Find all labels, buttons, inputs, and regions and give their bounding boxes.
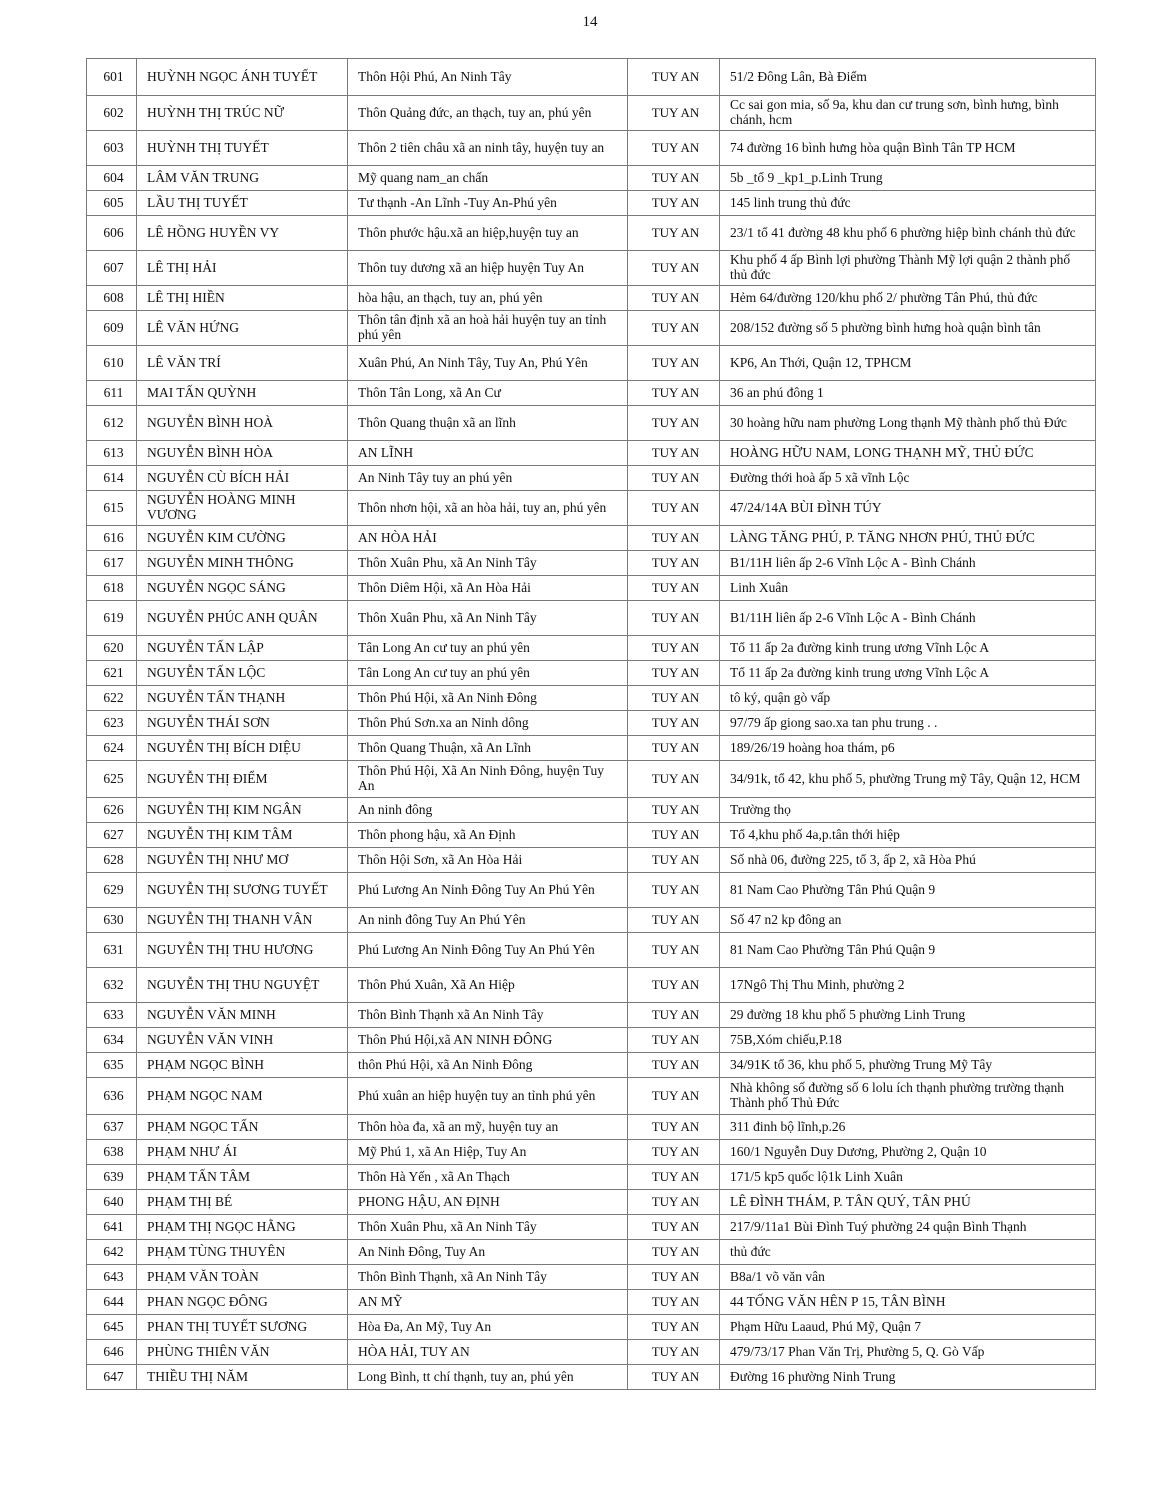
current-address-cell: Đường thới hoà ấp 5 xã vĩnh Lộc [720,466,1096,491]
row-number-cell: 631 [87,933,137,968]
current-address-cell: B1/11H liên ấp 2-6 Vĩnh Lộc A - Bình Chánh [720,551,1096,576]
name-cell: MAI TẤN QUỲNH [137,381,348,406]
name-cell: NGUYỄN BÌNH HÒA [137,441,348,466]
row-number-cell: 643 [87,1265,137,1290]
table-row [87,1215,1096,1240]
home-address-cell: Mỹ quang nam_an chấn [348,166,628,191]
current-address-cell: 47/24/14A BÙI ĐÌNH TÚY [720,491,1096,526]
row-number-cell: 639 [87,1165,137,1190]
table-row [87,686,1096,711]
table-row [87,968,1096,1003]
district-cell: TUY AN [628,1053,720,1078]
name-cell: PHẠM THỊ BÉ [137,1190,348,1215]
name-cell: LÂM VĂN TRUNG [137,166,348,191]
name-cell: NGUYỄN THỊ SƯƠNG TUYẾT [137,873,348,908]
row-number-cell: 606 [87,216,137,251]
district-cell: TUY AN [628,466,720,491]
name-cell: NGUYỄN VĂN MINH [137,1003,348,1028]
district-cell: TUY AN [628,761,720,798]
table-row [87,636,1096,661]
district-cell: TUY AN [628,848,720,873]
home-address-cell: AN MỸ [348,1290,628,1315]
home-address-cell: Phú Lương An Ninh Đông Tuy An Phú Yên [348,933,628,968]
current-address-cell: 208/152 đường số 5 phường bình hưng hoà quận bình tân [720,311,1096,346]
name-cell: HUỲNH THỊ TRÚC NỮ [137,96,348,131]
name-cell: PHẠM TÙNG THUYÊN [137,1240,348,1265]
district-cell: TUY AN [628,1290,720,1315]
district-cell: TUY AN [628,873,720,908]
current-address-cell: Số nhà 06, đường 225, tổ 3, ấp 2, xã Hòa Phú [720,848,1096,873]
current-address-cell: Cc sai gon mia, số 9a, khu dan cư trung sơn, bình hưng, bình chánh, hcm [720,96,1096,131]
table-row [87,59,1096,96]
row-number-cell: 644 [87,1290,137,1315]
home-address-cell: Long Bình, tt chí thạnh, tuy an, phú yên [348,1365,628,1390]
name-cell: NGUYỄN THỊ THANH VÂN [137,908,348,933]
table-row [87,491,1096,526]
row-number-cell: 623 [87,711,137,736]
name-cell: LÊ THỊ HẢI [137,251,348,286]
table-row [87,661,1096,686]
current-address-cell: 23/1 tổ 41 đường 48 khu phố 6 phường hiệp bình chánh thủ đức [720,216,1096,251]
district-cell: TUY AN [628,346,720,381]
name-cell: LÊ VĂN HỨNG [137,311,348,346]
current-address-cell: 171/5 kp5 quốc lộ1k Linh Xuân [720,1165,1096,1190]
current-address-cell: Tổ 4,khu phố 4a,p.tân thới hiệp [720,823,1096,848]
home-address-cell: thôn Phú Hội, xã An Ninh Đông [348,1053,628,1078]
name-cell: THIỀU THỊ NĂM [137,1365,348,1390]
row-number-cell: 614 [87,466,137,491]
table-row [87,576,1096,601]
current-address-cell: LÀNG TĂNG PHÚ, P. TĂNG NHƠN PHÚ, THỦ ĐỨC [720,526,1096,551]
row-number-cell: 635 [87,1053,137,1078]
current-address-cell: 17Ngô Thị Thu Minh, phường 2 [720,968,1096,1003]
home-address-cell: Thôn Phú Xuân, Xã An Hiệp [348,968,628,1003]
table-row [87,406,1096,441]
table-row [87,346,1096,381]
name-cell: PHẠM THỊ NGỌC HẰNG [137,1215,348,1240]
current-address-cell: Linh Xuân [720,576,1096,601]
name-cell: NGUYỄN THÁI SƠN [137,711,348,736]
name-cell: NGUYỄN THỊ KIM TÂM [137,823,348,848]
name-cell: NGUYỄN MINH THÔNG [137,551,348,576]
table-row [87,166,1096,191]
district-cell: TUY AN [628,216,720,251]
current-address-cell: 217/9/11a1 Bùi Đình Tuý phường 24 quận Bình Thạnh [720,1215,1096,1240]
current-address-cell: 311 đinh bộ lĩnh,p.26 [720,1115,1096,1140]
table-row [87,286,1096,311]
name-cell: NGUYỄN THỊ NHƯ MƠ [137,848,348,873]
name-cell: NGUYỄN THỊ KIM NGÂN [137,798,348,823]
table-row [87,381,1096,406]
current-address-cell: 29 đường 18 khu phố 5 phường Linh Trung [720,1003,1096,1028]
name-cell: LÊ VĂN TRÍ [137,346,348,381]
district-cell: TUY AN [628,96,720,131]
table-row [87,823,1096,848]
district-cell: TUY AN [628,406,720,441]
row-number-cell: 632 [87,968,137,1003]
district-cell: TUY AN [628,1215,720,1240]
home-address-cell: Thôn 2 tiên châu xã an ninh tây, huyện tuy an [348,131,628,166]
row-number-cell: 626 [87,798,137,823]
row-number-cell: 619 [87,601,137,636]
name-cell: NGUYỄN PHÚC ANH QUÂN [137,601,348,636]
home-address-cell: Thôn Bình Thạnh xã An Ninh Tây [348,1003,628,1028]
table-row [87,736,1096,761]
current-address-cell: 189/26/19 hoàng hoa thám, p6 [720,736,1096,761]
row-number-cell: 608 [87,286,137,311]
district-cell: TUY AN [628,661,720,686]
home-address-cell: Thôn Phú Hội,xã AN NINH ĐÔNG [348,1028,628,1053]
table-row [87,873,1096,908]
row-number-cell: 625 [87,761,137,798]
row-number-cell: 633 [87,1003,137,1028]
district-cell: TUY AN [628,166,720,191]
row-number-cell: 603 [87,131,137,166]
table-row [87,1315,1096,1340]
current-address-cell: 36 an phú đông 1 [720,381,1096,406]
district-cell: TUY AN [628,1028,720,1053]
row-number-cell: 642 [87,1240,137,1265]
row-number-cell: 607 [87,251,137,286]
district-cell: TUY AN [628,251,720,286]
current-address-cell: 34/91k, tổ 42, khu phố 5, phường Trung mỹ Tây, Quận 12, HCM [720,761,1096,798]
home-address-cell: Thôn phong hậu, xã An Định [348,823,628,848]
district-cell: TUY AN [628,686,720,711]
table-row [87,191,1096,216]
home-address-cell: Thôn Xuân Phu, xã An Ninh Tây [348,601,628,636]
district-cell: TUY AN [628,59,720,96]
district-cell: TUY AN [628,1165,720,1190]
district-cell: TUY AN [628,1265,720,1290]
home-address-cell: Phú xuân an hiệp huyện tuy an tỉnh phú yên [348,1078,628,1115]
home-address-cell: An Ninh Đông, Tuy An [348,1240,628,1265]
home-address-cell: Thôn Quang Thuận, xã An Lĩnh [348,736,628,761]
current-address-cell: Hẻm 64/đường 120/khu phố 2/ phường Tân Phú, thủ đức [720,286,1096,311]
current-address-cell: Số 47 n2 kp đông an [720,908,1096,933]
home-address-cell: Thôn hòa đa, xã an mỹ, huyện tuy an [348,1115,628,1140]
home-address-cell: Tân Long An cư tuy an phú yên [348,661,628,686]
name-cell: NGUYỄN THỊ THU NGUYỆT [137,968,348,1003]
home-address-cell: Xuân Phú, An Ninh Tây, Tuy An, Phú Yên [348,346,628,381]
row-number-cell: 601 [87,59,137,96]
home-address-cell: AN HÒA HẢI [348,526,628,551]
name-cell: PHẠM NGỌC BÌNH [137,1053,348,1078]
name-cell: PHÙNG THIÊN VĂN [137,1340,348,1365]
home-address-cell: An ninh đông Tuy An Phú Yên [348,908,628,933]
table-row [87,848,1096,873]
district-cell: TUY AN [628,908,720,933]
current-address-cell: 81 Nam Cao Phường Tân Phú Quận 9 [720,933,1096,968]
current-address-cell: 75B,Xóm chiếu,P.18 [720,1028,1096,1053]
table-row [87,1190,1096,1215]
home-address-cell: PHONG HẬU, AN ĐỊNH [348,1190,628,1215]
row-number-cell: 602 [87,96,137,131]
name-cell: PHẠM TẤN TÂM [137,1165,348,1190]
home-address-cell: Thôn Bình Thạnh, xã An Ninh Tây [348,1265,628,1290]
name-cell: NGUYỄN THỊ ĐIỂM [137,761,348,798]
district-cell: TUY AN [628,1315,720,1340]
table-row [87,526,1096,551]
row-number-cell: 638 [87,1140,137,1165]
home-address-cell: Thôn tân định xã an hoà hải huyện tuy an tỉnh phú yên [348,311,628,346]
row-number-cell: 634 [87,1028,137,1053]
district-cell: TUY AN [628,823,720,848]
home-address-cell: Thôn Xuân Phu, xã An Ninh Tây [348,1215,628,1240]
home-address-cell: HÒA HẢI, TUY AN [348,1340,628,1365]
district-cell: TUY AN [628,1140,720,1165]
name-cell: NGUYỄN VĂN VINH [137,1028,348,1053]
name-cell: PHAN NGỌC ĐÔNG [137,1290,348,1315]
name-cell: NGUYỄN THỊ THU HƯƠNG [137,933,348,968]
table-row [87,1078,1096,1115]
row-number-cell: 627 [87,823,137,848]
current-address-cell: 44 TỐNG VĂN HÊN P 15, TÂN BÌNH [720,1290,1096,1315]
district-cell: TUY AN [628,576,720,601]
row-number-cell: 610 [87,346,137,381]
home-address-cell: Tư thạnh -An Lĩnh -Tuy An-Phú yên [348,191,628,216]
district-cell: TUY AN [628,711,720,736]
name-cell: HUỲNH NGỌC ÁNH TUYẾT [137,59,348,96]
table-row [87,711,1096,736]
home-address-cell: Tân Long An cư tuy an phú yên [348,636,628,661]
home-address-cell: Thôn Hội Sơn, xã An Hòa Hải [348,848,628,873]
district-cell: TUY AN [628,1078,720,1115]
district-cell: TUY AN [628,968,720,1003]
current-address-cell: 51/2 Đông Lân, Bà Điểm [720,59,1096,96]
district-cell: TUY AN [628,1190,720,1215]
district-cell: TUY AN [628,491,720,526]
page-number: 14 [582,14,598,30]
row-number-cell: 630 [87,908,137,933]
name-cell: PHẠM NGỌC NAM [137,1078,348,1115]
home-address-cell: An ninh đông [348,798,628,823]
row-number-cell: 611 [87,381,137,406]
current-address-cell: 145 linh trung thủ đức [720,191,1096,216]
row-number-cell: 609 [87,311,137,346]
current-address-cell: Khu phố 4 ấp Bình lợi phường Thành Mỹ lợi quận 2 thành phố thủ đức [720,251,1096,286]
table-row [87,1365,1096,1390]
current-address-cell: 34/91K tổ 36, khu phố 5, phường Trung Mỹ Tây [720,1053,1096,1078]
current-address-cell: Tổ 11 ấp 2a đường kinh trung ương Vĩnh Lộc A [720,661,1096,686]
table-row [87,131,1096,166]
table-row [87,908,1096,933]
district-cell: TUY AN [628,441,720,466]
table-row [87,1340,1096,1365]
name-cell: PHAN THỊ TUYẾT SƯƠNG [137,1315,348,1340]
row-number-cell: 646 [87,1340,137,1365]
district-cell: TUY AN [628,933,720,968]
row-number-cell: 613 [87,441,137,466]
row-number-cell: 612 [87,406,137,441]
current-address-cell: B1/11H liên ấp 2-6 Vĩnh Lộc A - Bình Chánh [720,601,1096,636]
name-cell: NGUYỄN TẤN LỘC [137,661,348,686]
name-cell: NGUYỄN CÙ BÍCH HẢI [137,466,348,491]
home-address-cell: Thôn Quang thuận xã an lĩnh [348,406,628,441]
district-cell: TUY AN [628,381,720,406]
district-cell: TUY AN [628,286,720,311]
home-address-cell: Thôn nhơn hội, xã an hòa hải, tuy an, phú yên [348,491,628,526]
current-address-cell: KP6, An Thới, Quận 12, TPHCM [720,346,1096,381]
home-address-cell: Hòa Đa, An Mỹ, Tuy An [348,1315,628,1340]
table-row [87,798,1096,823]
district-cell: TUY AN [628,551,720,576]
district-cell: TUY AN [628,1365,720,1390]
home-address-cell: Phú Lương An Ninh Đông Tuy An Phú Yên [348,873,628,908]
row-number-cell: 641 [87,1215,137,1240]
table-row [87,1290,1096,1315]
home-address-cell: Thôn Xuân Phu, xã An Ninh Tây [348,551,628,576]
home-address-cell: Thôn phước hậu.xã an hiệp,huyện tuy an [348,216,628,251]
table-row [87,933,1096,968]
name-cell: NGUYỄN HOÀNG MINH VƯƠNG [137,491,348,526]
current-address-cell: 81 Nam Cao Phường Tân Phú Quận 9 [720,873,1096,908]
row-number-cell: 637 [87,1115,137,1140]
row-number-cell: 621 [87,661,137,686]
district-cell: TUY AN [628,601,720,636]
row-number-cell: 629 [87,873,137,908]
district-cell: TUY AN [628,1003,720,1028]
name-cell: NGUYỄN TẤN LẬP [137,636,348,661]
name-cell: LÊ HỒNG HUYỀN VY [137,216,348,251]
table-row [87,466,1096,491]
row-number-cell: 622 [87,686,137,711]
row-number-cell: 628 [87,848,137,873]
district-cell: TUY AN [628,1340,720,1365]
current-address-cell: Phạm Hữu Laaud, Phú Mỹ, Quận 7 [720,1315,1096,1340]
row-number-cell: 615 [87,491,137,526]
name-cell: NGUYỄN TẤN THẠNH [137,686,348,711]
home-address-cell: Thôn Quảng đức, an thạch, tuy an, phú yên [348,96,628,131]
row-number-cell: 640 [87,1190,137,1215]
roster-table-body [87,59,1096,1390]
current-address-cell: Tổ 11 ấp 2a đường kinh trung ương Vĩnh Lộc A [720,636,1096,661]
name-cell: NGUYỄN NGỌC SÁNG [137,576,348,601]
table-row [87,551,1096,576]
row-number-cell: 636 [87,1078,137,1115]
name-cell: LÊ THỊ HIỀN [137,286,348,311]
home-address-cell: Thôn Hội Phú, An Ninh Tây [348,59,628,96]
current-address-cell: B8a/1 võ văn vân [720,1265,1096,1290]
district-cell: TUY AN [628,636,720,661]
current-address-cell: LÊ ĐÌNH THÁM, P. TÂN QUÝ, TÂN PHÚ [720,1190,1096,1215]
name-cell: NGUYỄN THỊ BÍCH DIỆU [137,736,348,761]
table-row [87,1165,1096,1190]
current-address-cell: 160/1 Nguyễn Duy Dương, Phường 2, Quận 10 [720,1140,1096,1165]
row-number-cell: 604 [87,166,137,191]
district-cell: TUY AN [628,1240,720,1265]
table-row [87,441,1096,466]
district-cell: TUY AN [628,798,720,823]
district-cell: TUY AN [628,191,720,216]
name-cell: NGUYỄN KIM CƯỜNG [137,526,348,551]
table-row [87,216,1096,251]
home-address-cell: hòa hậu, an thạch, tuy an, phú yên [348,286,628,311]
district-cell: TUY AN [628,526,720,551]
table-row [87,96,1096,131]
row-number-cell: 616 [87,526,137,551]
name-cell: NGUYỄN BÌNH HOÀ [137,406,348,441]
name-cell: HUỲNH THỊ TUYẾT [137,131,348,166]
home-address-cell: Mỹ Phú 1, xã An Hiệp, Tuy An [348,1140,628,1165]
row-number-cell: 645 [87,1315,137,1340]
table-row [87,251,1096,286]
district-cell: TUY AN [628,311,720,346]
current-address-cell: 74 đường 16 bình hưng hòa quận Bình Tân TP HCM [720,131,1096,166]
district-cell: TUY AN [628,131,720,166]
home-address-cell: AN LĨNH [348,441,628,466]
home-address-cell: An Ninh Tây tuy an phú yên [348,466,628,491]
home-address-cell: Thôn Phú Hội, Xã An Ninh Đông, huyện Tuy An [348,761,628,798]
current-address-cell: Trường thọ [720,798,1096,823]
table-row [87,601,1096,636]
table-row [87,1265,1096,1290]
name-cell: PHẠM NGỌC TẤN [137,1115,348,1140]
table-row [87,1140,1096,1165]
home-address-cell: Thôn tuy dương xã an hiệp huyện Tuy An [348,251,628,286]
home-address-cell: Thôn Phú Hội, xã An Ninh Đông [348,686,628,711]
current-address-cell: HOÀNG HỮU NAM, LONG THẠNH MỸ, THỦ ĐỨC [720,441,1096,466]
district-cell: TUY AN [628,1115,720,1140]
current-address-cell: thủ đức [720,1240,1096,1265]
current-address-cell: 5b _tổ 9 _kp1_p.Linh Trung [720,166,1096,191]
name-cell: PHẠM NHƯ ÁI [137,1140,348,1165]
table-row [87,1053,1096,1078]
row-number-cell: 618 [87,576,137,601]
table-row [87,1003,1096,1028]
table-row [87,311,1096,346]
home-address-cell: Thôn Hà Yến , xã An Thạch [348,1165,628,1190]
row-number-cell: 620 [87,636,137,661]
row-number-cell: 624 [87,736,137,761]
current-address-cell: Đường 16 phường Ninh Trung [720,1365,1096,1390]
home-address-cell: Thôn Phú Sơn.xa an Ninh dông [348,711,628,736]
row-number-cell: 647 [87,1365,137,1390]
current-address-cell: tô ký, quận gò vấp [720,686,1096,711]
current-address-cell: 30 hoàng hữu nam phường Long thạnh Mỹ thành phố thủ Đức [720,406,1096,441]
name-cell: PHẠM VĂN TOÀN [137,1265,348,1290]
table-row [87,1028,1096,1053]
current-address-cell: 479/73/17 Phan Văn Trị, Phường 5, Q. Gò Vấp [720,1340,1096,1365]
home-address-cell: Thôn Diêm Hội, xã An Hòa Hải [348,576,628,601]
district-cell: TUY AN [628,736,720,761]
table-row [87,761,1096,798]
current-address-cell: 97/79 ấp giong sao.xa tan phu trung . . [720,711,1096,736]
home-address-cell: Thôn Tân Long, xã An Cư [348,381,628,406]
row-number-cell: 605 [87,191,137,216]
current-address-cell: Nhà không số đường số 6 lolu ích thạnh phường trường thạnh Thành phố Thủ Đức [720,1078,1096,1115]
table-row [87,1115,1096,1140]
table-row [87,1240,1096,1265]
roster-table [86,58,1096,1390]
row-number-cell: 617 [87,551,137,576]
name-cell: LẦU THỊ TUYẾT [137,191,348,216]
